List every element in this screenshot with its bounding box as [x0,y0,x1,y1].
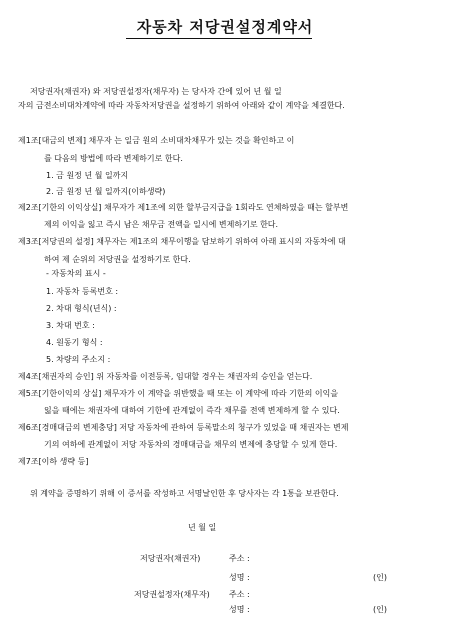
article-3-line-2: 하여 제 순위의 저당권을 설정하기로 한다. [44,255,191,264]
article-1-line-1: 제1조[대금의 변제] 채무자 는 일금 원의 소비대차채무가 있는 것을 확인하고 이 [18,136,295,145]
article-6-line-1: 제6조[경매대금의 변제충당] 저당 자동차에 관하여 등록말소의 청구가 있었을 때 채권자는 변제 [18,423,349,432]
article-5-line-2: 잃을 때에는 채권자에 대하여 기한에 관계없이 즉각 채무를 전액 변제하게 할 수 있다. [44,406,340,415]
vehicle-engine-type: 4. 원동기 형식 : [46,338,103,347]
vehicle-registration-number: 1. 자동차 등록번호 : [46,287,119,296]
vehicle-chassis-number: 3. 차대 번호 : [46,321,95,330]
article-4-line-1: 제4조[채권자의 승인] 위 자동차를 이전등록, 임대할 경우는 채권자의 승인을 얻는다. [18,372,313,381]
debtor-name-label: 성명 : [229,605,250,614]
creditor-seal-mark: (인) [373,573,387,582]
closing-statement: 위 계약을 증명하기 위해 이 증서를 작성하고 서명날인한 후 당사자는 각 1통을 보관한다. [30,489,339,498]
article-1-line-2: 를 다음의 방법에 따라 변제하기로 한다. [44,154,183,163]
article-3-line-1: 제3조[저당권의 설정] 채무자는 제1조의 채무이행을 담보하기 위하여 아래 표시의 자동차에 대 [18,237,346,246]
debtor-seal-mark: (인) [373,605,387,614]
article-6-line-2: 기의 여하에 관계없이 저당 자동차의 경매대금을 채무의 변제에 충당할 수 있게 한다. [44,440,338,449]
vehicle-model-year: 2. 차대 형식(년식) : [46,304,117,313]
creditor-name-label: 성명 : [229,573,250,582]
creditor-address-label: 주소 : [229,554,250,563]
article-2-line-2: 제의 이익을 잃고 즉시 남은 채무금 전액을 일시에 변제하기로 한다. [44,220,279,229]
contract-date: 년 월 일 [188,523,217,532]
article-7-line-1: 제7조[이하 생략 등] [18,457,89,466]
article-2-line-1: 제2조[기한의 이익상실] 채무자가 제1조에 의한 할부금지급을 1회라도 연체하였을 때는 할부변 [18,203,349,212]
document-title: 자동차 저당권설정계약서 [136,18,314,36]
debtor-label: 저당권설정자(채무자) [134,590,210,599]
intro-line-1: 저당권자(채권자) 와 저당권설정자(채무자) 는 당사자 간에 있어 년 월 일 [30,87,282,96]
article-5-line-1: 제5조[기한이익의 상실] 채무자가 이 계약을 위반했을 때 또는 이 계약에 따라 기한의 이익을 [18,389,339,398]
title-underline [126,38,312,39]
vehicle-section-heading: - 자동차의 표시 - [46,269,106,278]
creditor-label: 저당권자(채권자) [140,554,201,563]
debtor-address-label: 주소 : [229,590,250,599]
article-1-item-1: 1. 금 원정 년 월 일까지 [46,171,129,180]
vehicle-address: 5. 차량의 주소지 : [46,355,111,364]
article-1-item-2: 2. 금 원정 년 월 일까지(이하생략) [46,187,166,196]
intro-line-2: 자의 금전소비대차계약에 따라 자동차저당권을 설정하기 위하여 아래와 같이 계약을 체결한다. [18,101,345,110]
